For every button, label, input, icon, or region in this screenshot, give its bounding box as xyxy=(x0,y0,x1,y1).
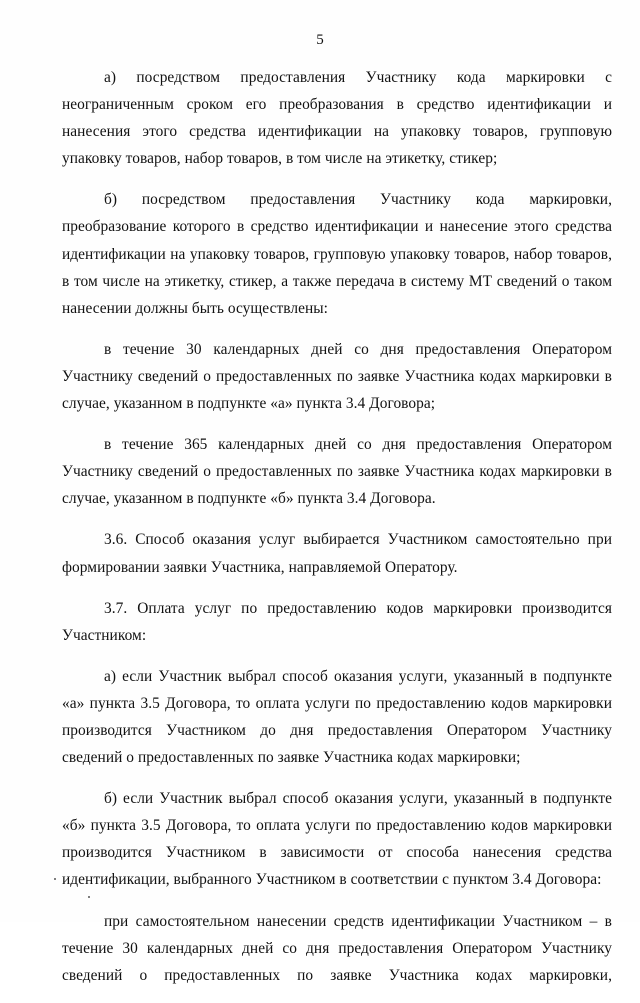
page-number: 5 xyxy=(316,32,324,48)
document-body xyxy=(62,64,612,1003)
scan-speck xyxy=(54,878,56,880)
paragraph-3-7: 3.7. Оплата услуг по предоставлению кодов маркировки производится Участником: xyxy=(62,599,612,644)
paragraph-self-application: при самостоятельном нанесении средств идентификации Участником – в течение 30 календарных дней со дня предоставления Оператором Участнику сведений о предоставленных по заявке Участника кодах маркировки, xyxy=(62,912,612,984)
paragraph-term-30-days: в течение 30 календарных дней со дня предоставления Оператором Участнику сведений о предоставленных по заявке Участника кодах маркировки в случае, указанном в подпункте «а» пункта 3.4 Договора; xyxy=(62,340,612,413)
paragraph-3-5-b: б) посредством предоставления Участнику кода маркировки, преобразование которого в средство идентификации и нанесение этого средства идентификации на упаковку товаров, групповую упаковку товаров, набор товаров, в том числе на этикетку, стикер, а также передача в систему МТ сведений о таком нанесении должны быть осуществлены: xyxy=(62,191,612,317)
paragraph-3-7-b: б) если Участник выбрал способ оказания услуги, указанный в подпункте «б» пункта 3.5 Договора, то оплата услуги по предоставлению кодов маркировки производится Участником в зависимости от способа нанесения средства идентификации, выбранного Участником в соответствии с пунктом 3.4 Договора: xyxy=(62,790,612,889)
paragraph-term-365-days: в течение 365 календарных дней со дня предоставления Оператором Участнику сведений о предоставленных по заявке Участника кодах маркировки в случае, указанном в подпункте «б» пункта 3.4 Договора. xyxy=(62,436,612,508)
paragraph-3-6: 3.6. Способ оказания услуг выбирается Участником самостоятельно при формировании заявки Участника, направляемой Оператору. xyxy=(62,531,612,576)
scan-speck xyxy=(88,896,90,898)
paragraph-3-7-a: а) если Участник выбрал способ оказания услуги, указанный в подпункте «а» пункта 3.5 Договора, то оплата услуги по предоставлению кодов маркировки производится Участником до дня предоставления Оператором Участнику сведений о предоставленных по заявке Участника кодах маркировки; xyxy=(62,667,612,767)
paragraph-3-5-a: а) посредством предоставления Участнику кода маркировки с неограниченным сроком его преобразования в средство идентификации и нанесения этого средства идентификации на упаковку товаров, групповую упаковку товаров, набор товаров, в том числе на этикетку, стикер; xyxy=(62,69,612,168)
